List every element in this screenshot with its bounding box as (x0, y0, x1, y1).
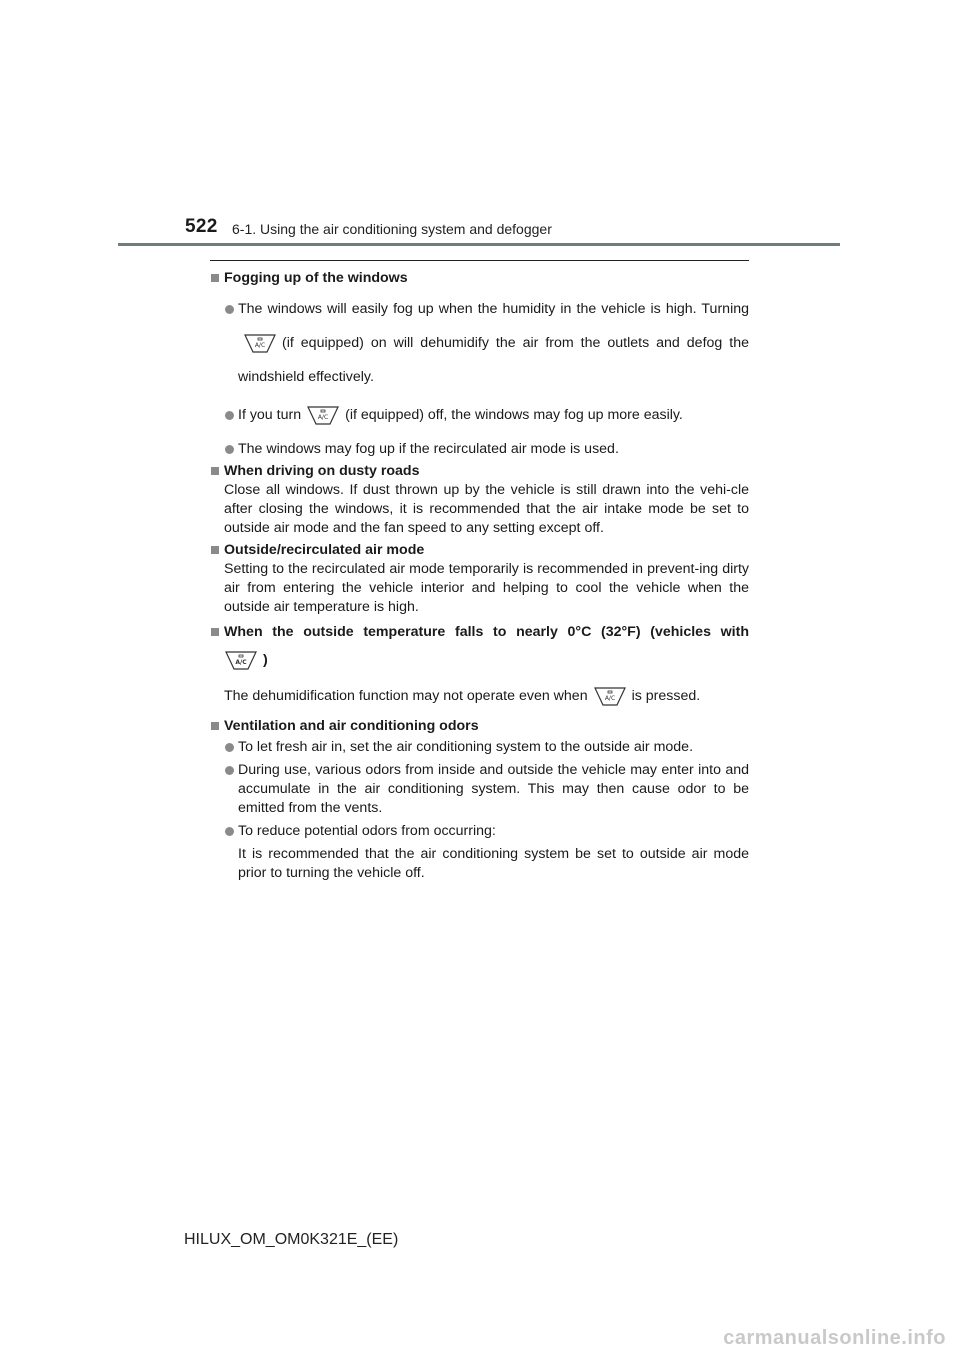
bullet-text-cont: (if equipped) off, the windows may fog up more easily. (345, 407, 683, 423)
bullet-text-cont: (if equipped) on will dehumidify the air from the outlets and defog the windshield effectively. (238, 335, 749, 385)
heading-text: When the outside temperature falls to nearly 0°C (32°F) (vehicles with (224, 624, 749, 640)
heading-outside (210, 541, 749, 560)
paragraph-temperature (210, 678, 749, 714)
content (210, 266, 749, 883)
bullet-odors-3 (210, 822, 749, 841)
heading-square-icon (211, 628, 219, 636)
bullet-dot-icon (225, 445, 234, 454)
svg-text:A/C: A/C (317, 414, 329, 422)
bullet-text: The windows may fog up if the recirculated air mode is used. (238, 441, 619, 457)
ac-button-icon (306, 404, 340, 426)
heading-text: Outside/recirculated air mode (224, 542, 425, 558)
content-top-rule (210, 260, 749, 261)
ac-button-icon (593, 685, 627, 707)
heading-square-icon (211, 722, 219, 730)
bullet-text: During use, various odors from inside and outside the vehicle may enter into and accumulate in the air conditioning system. This may then cause odor to be emitted from the vents. (238, 762, 749, 816)
heading-dusty (210, 462, 749, 481)
paragraph-outside: Setting to the recirculated air mode temporarily is recommended in prevent-ing dirty air from entering the vehicle interior and helping to cool the vehicle when the outside air temperature is high. (224, 561, 749, 615)
bullet-dot-icon (225, 743, 234, 752)
page-number: 522 (185, 216, 218, 237)
bullet-text: If you turn (238, 407, 302, 423)
heading-text-cont: ) (263, 652, 268, 668)
heading-square-icon (211, 467, 219, 475)
bullet-dot-icon (225, 766, 234, 775)
svg-text:A/C: A/C (254, 342, 266, 350)
bullet-dot-icon (225, 411, 234, 420)
bullet-text: To reduce potential odors from occurring: (238, 823, 496, 839)
heading-text: Ventilation and air conditioning odors (224, 718, 479, 734)
bullet-odors-2 (210, 761, 749, 818)
svg-text:A/C: A/C (235, 659, 247, 667)
heading-temperature (210, 623, 749, 642)
bullet-fogging-3 (210, 440, 749, 459)
bullet-fogging-2 (210, 398, 749, 432)
bullet-dot-icon (225, 305, 234, 314)
bullet-fogging-1 (210, 292, 749, 394)
heading-square-icon (211, 546, 219, 554)
header-rule (118, 243, 840, 246)
footer-doc-code: HILUX_OM_OM0K321E_(EE) (184, 1231, 399, 1248)
watermark: carmanualsonline.info (723, 1327, 946, 1349)
heading-odors (210, 717, 749, 736)
heading-text: Fogging up of the windows (224, 270, 408, 286)
ac-button-icon (224, 649, 258, 671)
bullet-text: The windows will easily fog up when the humidity in the vehicle is high. Turning (238, 301, 749, 317)
bullet-text: To let fresh air in, set the air conditioning system to the outside air mode. (238, 739, 694, 755)
paragraph-dusty: Close all windows. If dust thrown up by the vehicle is still drawn into the vehi-cle after closing the windows, it is recommended that the air intake mode be set to outside air mode and the fan speed to any setting except off. (224, 482, 749, 536)
bullet-odors-1 (210, 738, 749, 757)
paragraph-odors-cont: It is recommended that the air conditioning system be set to outside air mode prior to turning the vehicle off. (238, 846, 749, 881)
heading-fogging (210, 269, 749, 288)
bullet-dot-icon (225, 827, 234, 836)
paragraph-text-cont: is pressed. (631, 688, 701, 704)
heading-text: When driving on dusty roads (224, 463, 420, 479)
heading-temperature-cont (210, 642, 749, 678)
ac-button-icon (243, 332, 277, 354)
paragraph-text: The dehumidification function may not operate even when (224, 688, 588, 704)
section-title: 6-1. Using the air conditioning system and defogger (232, 221, 552, 237)
heading-square-icon (211, 274, 219, 282)
svg-text:A/C: A/C (604, 695, 615, 703)
